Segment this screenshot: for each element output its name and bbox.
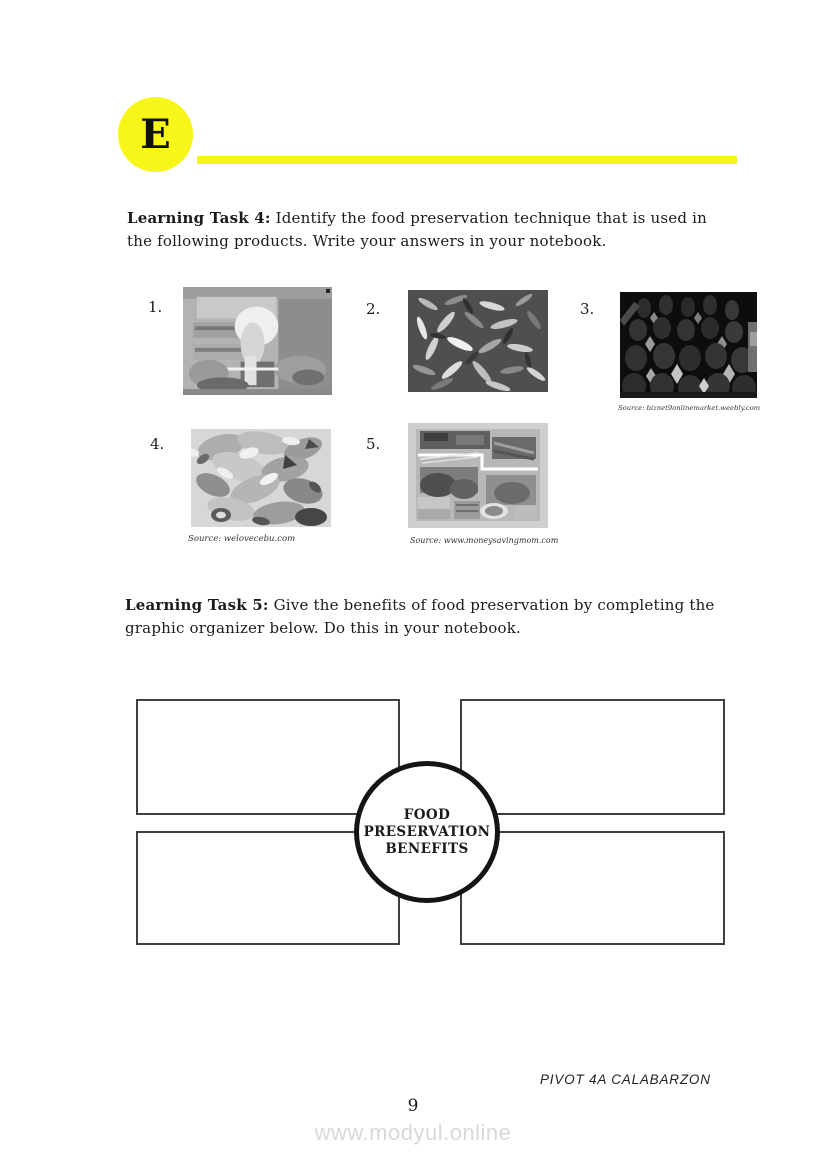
- center-line-2: PRESERVATION: [363, 823, 491, 840]
- photo-3-source-caption: Source: biznet9onlinemarket.weebly.com: [618, 404, 761, 412]
- task5-instructions: [125, 594, 729, 640]
- footer-brand: PIVOT 4A CALABARZON: [540, 1072, 711, 1087]
- item-2-number: 2.: [366, 300, 381, 318]
- task4-title: Learning Task 4:: [127, 209, 271, 227]
- smoked-fish-image: [620, 292, 757, 398]
- benefit-box-bottom-right: [460, 831, 725, 945]
- photo-5-source-caption: Source: www.moneysavingmom.com: [410, 536, 559, 545]
- page-number: 9: [407, 1096, 419, 1116]
- benefit-box-top-left: [136, 699, 400, 815]
- item-4-number: 4.: [150, 435, 165, 453]
- frozen-food-image: [408, 423, 548, 528]
- graphic-organizer: [136, 699, 726, 946]
- product-photo-3-smoked-fish: [620, 292, 757, 398]
- organizer-center-circle: [354, 761, 500, 903]
- item-1-number: 1.: [148, 298, 163, 316]
- benefit-box-top-right: [460, 699, 725, 815]
- product-photo-4-salted-seafood: [191, 429, 331, 527]
- center-line-1: FOOD: [403, 806, 451, 823]
- product-photo-2-dried-fish: [408, 290, 548, 392]
- product-photo-1-bottled-preserves: [183, 287, 332, 395]
- task4-instructions: [127, 207, 731, 253]
- bottled-preserves-image: [183, 287, 332, 395]
- dried-fish-image: [408, 290, 548, 392]
- photo-4-source-caption: Source: welovecebu.com: [188, 534, 296, 544]
- item-3-number: 3.: [580, 300, 595, 318]
- item-5-number: 5.: [366, 435, 381, 453]
- section-e-badge: [118, 97, 193, 172]
- task5-title: Learning Task 5:: [125, 596, 269, 614]
- task4-body: Identify the food preservation technique that is used in the following products. Write your answers in your notebook.: [127, 209, 707, 250]
- center-line-3: BENEFITS: [385, 840, 469, 857]
- section-letter: E: [140, 111, 171, 158]
- salted-seafood-image: [191, 429, 331, 527]
- yellow-divider: [197, 156, 737, 164]
- site-watermark: www.modyul.online: [314, 1120, 512, 1145]
- task5-body: Give the benefits of food preservation by completing the graphic organizer below. Do this in your notebook.: [125, 596, 715, 637]
- product-photo-5-frozen-food: [408, 423, 548, 528]
